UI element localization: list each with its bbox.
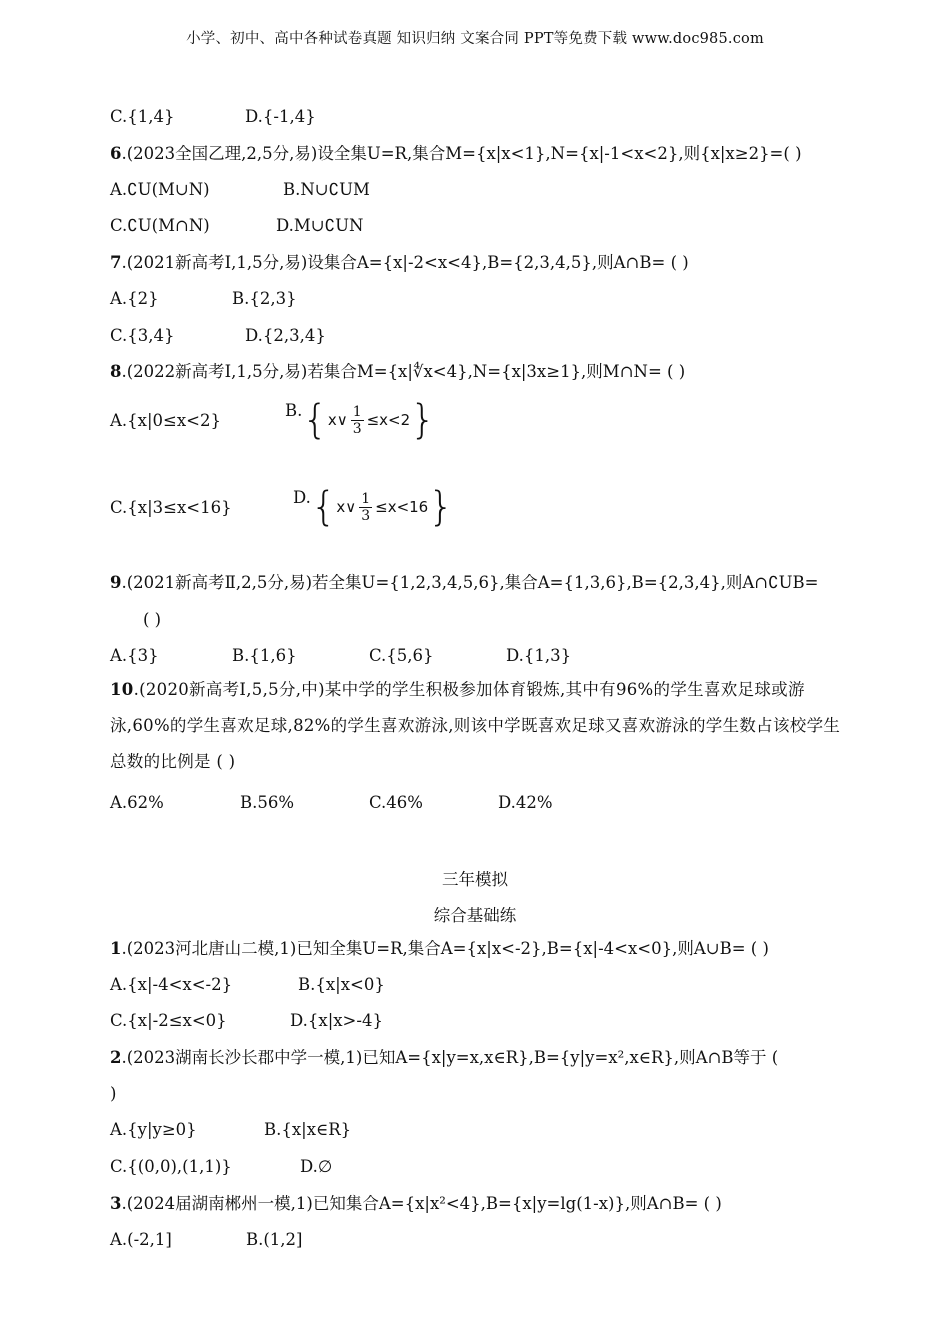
s1-option-a: A.{x|-4<x<-2} [110,975,233,994]
section-subtitle: 综合基础练 [433,906,517,925]
fraction-denominator: 3 [361,507,371,524]
section-title: 三年模拟 [442,870,508,889]
q9-option-a: A.{3} [110,646,159,665]
q7-text: .(2021新高考Ⅰ,1,5分,易)设集合A={x|-2<x<4},B={2,3,4,5},则A∩B= ( ) [121,253,689,272]
q9-text: .(2021新高考Ⅱ,2,5分,易)若全集U={1,2,3,4,5,6},集合A={1,3,6},B={2,3,4},则A∩∁UB= [121,573,819,592]
q10-number: 10 [110,680,134,699]
fraction [359,491,372,524]
q5-option-d: D.{-1,4} [245,107,316,126]
right-brace: } [428,484,454,530]
q6-option-b: B.N∪∁UM [283,180,370,199]
q10-option-a: A.62% [110,793,164,812]
q6-stem [110,143,802,165]
q7-option-d: D.{2,3,4} [245,326,326,345]
s2-option-c: C.{(0,0),(1,1)} [110,1157,232,1176]
left-brace: { [310,484,337,530]
q7-option-a: A.{2} [110,289,159,308]
q7-option-b: B.{2,3} [232,289,297,308]
q6-number: 6 [110,144,122,163]
q8-number: 8 [110,362,122,381]
q10-option-d: D.42% [498,793,553,812]
q8-option-a: A.{x|0≤x<2} [110,411,221,430]
q9-option-c: C.{5,6} [369,646,434,665]
q9-number: 9 [110,573,122,592]
q9-stem [110,572,818,594]
q8-option-b-left: x∨ [327,411,348,429]
s3-number: 3 [110,1194,122,1213]
s2-stem [110,1047,778,1069]
page-header: 小学、初中、高中各种试卷真题 知识归纳 文案合同 PPT等免费下载 www.doc985.com [186,31,764,47]
s3-stem [110,1193,722,1215]
q8-option-b [285,397,436,443]
s3-option-a: A.(-2,1] [110,1230,172,1249]
q6-option-a: A.∁U(M∪N) [110,180,210,199]
s1-text: .(2023河北唐山二模,1)已知全集U=R,集合A={x|x<-2},B={x|-4<x<0},则A∪B= ( ) [121,939,769,958]
q10-option-c: C.46% [369,793,423,812]
s2-option-d: D.∅ [300,1157,333,1176]
q8-option-d-prefix: D. [293,488,311,507]
fraction [351,404,364,437]
s1-stem [110,938,769,960]
s1-option-c: C.{x|-2≤x<0} [110,1011,227,1030]
q9-option-d: D.{1,3} [506,646,572,665]
fraction-denominator: 3 [352,420,362,437]
q8-option-d-right: ≤x<16 [375,498,429,516]
s2-number: 2 [110,1048,122,1067]
s1-option-d: D.{x|x>-4} [290,1011,383,1030]
q9-option-b: B.{1,6} [232,646,297,665]
q8-option-b-prefix: B. [285,401,303,420]
q8-text: .(2022新高考Ⅰ,1,5分,易)若集合M={x|∜x<4},N={x|3x≥1},则M∩N= ( ) [121,362,686,381]
right-brace: } [410,397,436,443]
q7-number: 7 [110,253,122,272]
q10-option-b: B.56% [240,793,295,812]
q9-answer-paren: ( ) [143,610,162,629]
s2-option-b: B.{x|x∈R} [264,1120,352,1139]
q10-stem [110,672,845,780]
q10-text: .(2020新高考Ⅰ,5,5分,中)某中学的学生积极参加体育锻炼,其中有96%的学生喜欢足球或游泳,60%的学生喜欢足球,82%的学生喜欢游泳,则该中学既喜欢足球又喜欢游泳的学生数占该校学生总数的比例是 ( ) [110,680,841,771]
q8-option-d [293,484,454,530]
s2-stem-tail: ) [110,1084,117,1103]
s3-option-b: B.(1,2] [246,1230,303,1249]
q8-stem [110,361,685,383]
left-brace: { [302,397,328,443]
q8-option-d-left: x∨ [336,498,357,516]
fraction-numerator: 1 [352,403,362,420]
s1-number: 1 [110,939,122,958]
s2-option-a: A.{y|y≥0} [110,1120,197,1139]
s1-option-b: B.{x|x<0} [298,975,385,994]
q8-option-c: C.{x|3≤x<16} [110,498,232,517]
q7-option-c: C.{3,4} [110,326,175,345]
s3-text: .(2024届湖南郴州一模,1)已知集合A={x|x²<4},B={x|y=lg(1-x)},则A∩B= ( ) [121,1194,722,1213]
q7-stem [110,252,689,274]
fraction-numerator: 1 [361,490,371,507]
q6-option-c: C.∁U(M∩N) [110,216,210,235]
q5-option-c: C.{1,4} [110,107,175,126]
q6-text: .(2023全国乙理,2,5分,易)设全集U=R,集合M={x|x<1},N={x|-1<x<2},则{x|x≥2}=( ) [121,144,802,163]
q8-option-b-right: ≤x<2 [366,411,411,429]
q6-option-d: D.M∪∁UN [276,216,364,235]
s2-text: .(2023湖南长沙长郡中学一模,1)已知A={x|y=x,x∈R},B={y|y=x²,x∈R},则A∩B等于 ( [121,1048,779,1067]
